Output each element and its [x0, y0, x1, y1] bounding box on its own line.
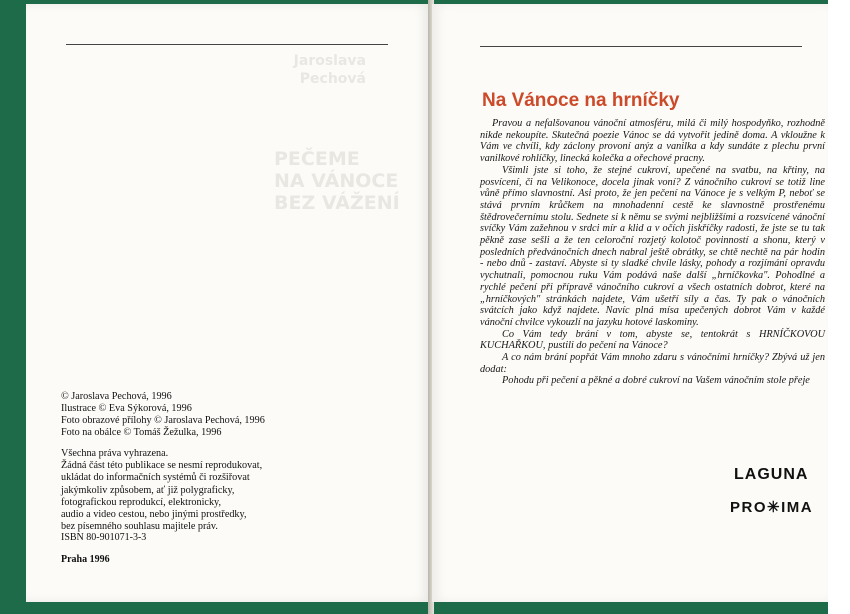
rights-line: jakýmkoliv způsobem, ať již polygraficky, [61, 484, 235, 496]
rights-notice [61, 448, 361, 533]
credit-line: Ilustrace © Eva Sýkorová, 1996 [61, 403, 192, 414]
paragraph: Všimli jste si toho, že stejné cukroví, upečené na svatbu, na křtiny, na posvícení, či na Velikonoce, docela jinak voní? Z vánočního cukroví se totiž line vůně přímo slavnostní. Asi proto, že jen pečení na Vánoce je s velkým P, neboť se stává prvním krůčkem na mnohadenní cestě ke slavnostně prostřenému štědrovečernímu stolu. Sednete si k němu se svými nejbližšími a rozsvícené vánoční svíčky Vám zažehnou v srdci mír a klid a v očích jiskříčky radosti, že jste se tu tak pěkně zase sešli a že ten celoroční rozjetý kolotoč povinností a shonu, který v posledních předvánočních dnech nabral ještě obrátky, se chtě nechtě na pár hodin - nebo dnů - zastaví. Abyste si ty sladké chvíle lásky, pohody a rozjímání opravdu vychutnali, pomocnou ruku Vám podává naše další „hrníčkovka". Pohodlné a rychlé pečení při přípravě vánočního cukroví a všech ostatních dobrot, které na „hrníčkových" stránkách najdete, Vám ušetří síly a čas. Ty pak o vánočních svátcích jako když najdete. Navíc plná mísa upečených dobrot Vám v každé vánoční chvilce vykouzlí na jazyku hotové laskominy. [480, 164, 825, 328]
left-page [26, 4, 430, 602]
publisher-logo [722, 466, 832, 526]
show-through-line: NA VÁNOCE [274, 170, 399, 192]
logo-top-text: LAGUNA [734, 466, 809, 483]
logo-bottom-text: PRO✳IMA [730, 499, 814, 516]
isbn: ISBN 80-901071-3-3 [61, 532, 147, 543]
copyright-credits [61, 391, 361, 439]
paragraph: Pravou a nefalšovanou vánoční atmosféru, milá či milý hospodyňko, rozhodně nikde nekoupíte. Skutečná poezie Vánoc se dá vytvořit jedině doma. A vkloužne k Vám ve chvíli, kdy záclony provoní anýz a vanilka a kdy sundáte z plechu první vanilkové rohlíčky, linecká kolečka a ořechové pracny. [480, 118, 825, 165]
credit-line: © Jaroslava Pechová, 1996 [61, 391, 172, 402]
rights-line: bez písemného souhlasu majitele práv. [61, 521, 218, 533]
rights-line: fotografickou reprodukcí, elektronicky, [61, 496, 222, 508]
rights-line: Žádná část této publikace se nesmí reprodukovat, [61, 460, 263, 472]
rights-line: ukládat do informačních systémů či rozšiřovat [61, 472, 250, 484]
credit-line: Foto na obálce © Tomáš Žežulka, 1996 [61, 427, 222, 438]
show-through-author: Jaroslava Pechová [293, 53, 366, 87]
right-margin [828, 0, 850, 614]
show-through-line: BEZ VÁŽENÍ [274, 192, 400, 214]
top-rule [66, 44, 388, 45]
paragraph: Co Vám tedy brání v tom, abyste se, tentokrát s HRNÍČKOVOU KUCHAŘKOU, pustili do pečení na Vánoce? [480, 328, 825, 352]
foreword-text [480, 118, 825, 387]
chapter-title: Na Vánoce na hrníčky [482, 90, 680, 111]
paragraph: Pohodu při pečení a pěkné a dobré cukroví na Vašem vánočním stole přeje [502, 375, 810, 387]
show-through-title [274, 148, 400, 214]
rights-line: audio a video cestou, nebo jinými prostředky, [61, 509, 247, 521]
paragraph: A co nám brání popřát Vám mnoho zdaru s vánočními hrníčky? Zbývá už jen dodat: [480, 352, 825, 375]
right-page [432, 4, 828, 602]
credit-line: Foto obrazové přílohy © Jaroslava Pechová, 1996 [61, 415, 265, 426]
top-rule [480, 46, 802, 47]
rights-line: Všechna práva vyhrazena. [61, 448, 169, 459]
imprint-city-year: Praha 1996 [61, 554, 110, 565]
show-through-line: PEČEME [274, 148, 360, 170]
